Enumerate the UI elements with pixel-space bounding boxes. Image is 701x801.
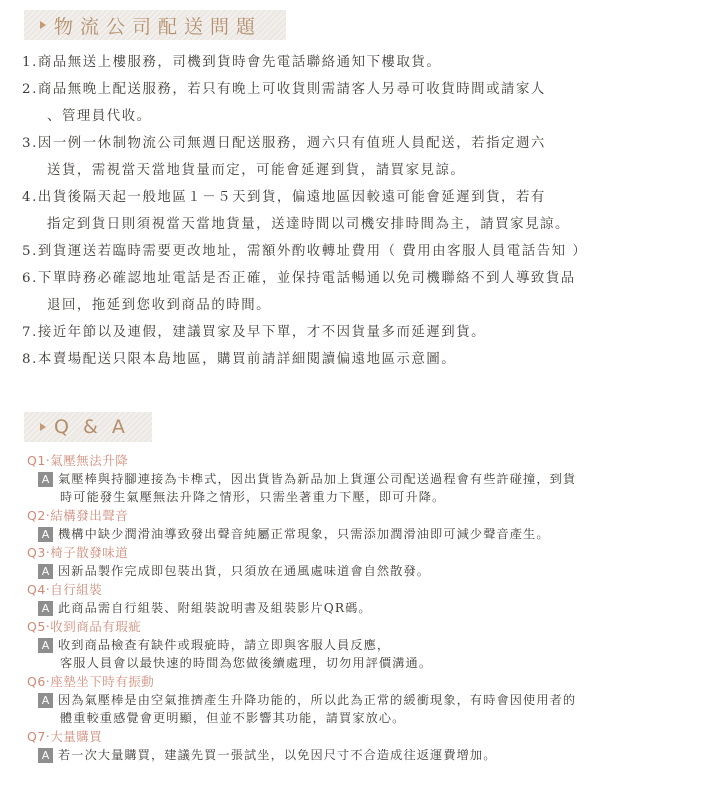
answer-badge-icon: A — [38, 527, 53, 542]
policy-item-line: 指定到貨日則須視當天當地貨量，送達時間以司機安排時間為主，請買家見諒。 — [47, 217, 570, 232]
qa-answer-text: 時可能發生氣壓無法升降之情形，只需坐著重力下壓，即可升降。 — [60, 490, 446, 504]
qa-answer-text: 收到商品檢查有缺件或瑕疵時，請立即與客服人員反應， — [58, 638, 391, 652]
qa-answer-line — [38, 709, 687, 727]
qa-answer-line — [38, 654, 687, 672]
qa-answer — [27, 691, 687, 727]
answer-badge-icon: A — [38, 472, 53, 487]
qa-answer-line — [38, 636, 687, 654]
qa-item — [27, 507, 687, 543]
qa-answer-text: 因新品製作完成即包裝出貨，只須放在通風處味道會自然散發。 — [58, 564, 431, 578]
qa-item — [27, 618, 687, 672]
answer-badge-icon: A — [38, 693, 53, 708]
policy-item-line: 、管理員代收。 — [47, 109, 152, 124]
delivery-policy-list — [22, 54, 682, 378]
qa-answer — [27, 636, 687, 672]
policy-item — [22, 270, 682, 314]
answer-badge-icon: A — [38, 564, 53, 579]
policy-item — [22, 81, 682, 125]
policy-item-line: 2.商品無晚上配送服務，若只有晚上可收貨則需請客人另尋可收貨時間或請家人 — [22, 82, 546, 97]
policy-item-line: 5.到貨運送若臨時需要更改地址，需額外酌收轉址費用（ 費用由客服人員電話告知 ） — [22, 244, 588, 259]
policy-item — [22, 135, 682, 179]
qa-question: Q5‧收到商品有瑕疵 — [27, 619, 142, 634]
qa-answer — [27, 525, 687, 543]
triangle-bullet-icon — [40, 21, 46, 29]
qa-list — [27, 452, 687, 765]
policy-item-line: 7.接近年節以及連假，建議買家及早下單，才不因貨量多而延遲到貨。 — [22, 325, 487, 340]
qa-question: Q2‧結構發出聲音 — [27, 508, 129, 523]
policy-item — [22, 54, 682, 71]
qa-item — [27, 728, 687, 764]
qa-answer-text: 機構中缺少潤滑油導致發出聲音純屬正常現象，只需添加潤滑油即可減少聲音產生。 — [58, 527, 550, 541]
policy-item-line: 6.下單時務必確認地址電話是否正確，並保持電話暢通以免司機聯絡不到人導致貨品 — [22, 271, 576, 286]
qa-answer-line — [38, 691, 687, 709]
policy-item-line: 1.商品無送上樓服務，司機到貨時會先電話聯絡通知下樓取貨。 — [22, 55, 442, 70]
triangle-bullet-icon — [40, 423, 46, 431]
delivery-section-banner — [24, 10, 286, 40]
qa-item — [27, 544, 687, 580]
qa-answer-line — [38, 599, 687, 617]
policy-item — [22, 243, 682, 260]
qa-question: Q3‧椅子散發味道 — [27, 545, 129, 560]
policy-item-line: 退回，拖延到您收到商品的時間。 — [47, 298, 272, 313]
qa-answer-text: 氣壓棒與持腳連接為卡榫式，因出貨皆為新品加上貨運公司配送過程會有些許碰撞，到貨 — [58, 472, 577, 486]
policy-item — [22, 324, 682, 341]
qa-answer-line — [38, 525, 687, 543]
qa-section-title: Q & A — [54, 416, 129, 438]
qa-item — [27, 673, 687, 727]
policy-item-line: 送貨，需視當天當地貨量而定，可能會延遲到貨，請買家見諒。 — [47, 163, 466, 178]
qa-answer-line — [38, 562, 687, 580]
answer-badge-icon: A — [38, 601, 53, 616]
qa-answer-text: 因為氣壓棒是由空氣推擠產生升降功能的，所以此為正常的緩衝現象，有時會因使用者的 — [58, 693, 577, 707]
qa-answer — [27, 470, 687, 506]
qa-question: Q7‧大量購買 — [27, 729, 103, 744]
qa-answer-text: 若一次大量購買，建議先買一張試坐，以免因尺寸不合造成往返運費增加。 — [58, 748, 497, 762]
policy-item-line: 4.出貨後隔天起一般地區１－５天到貨，偏遠地區因較遠可能會延遲到貨，若有 — [22, 190, 546, 205]
answer-badge-icon: A — [38, 748, 53, 763]
qa-answer — [27, 562, 687, 580]
delivery-section-title: 物流公司配送問題 — [54, 15, 263, 38]
answer-badge-icon: A — [38, 638, 53, 653]
qa-answer-line — [38, 488, 687, 506]
qa-section-banner — [24, 412, 152, 442]
qa-answer — [27, 599, 687, 617]
qa-answer-text: 客服人員會以最快速的時間為您做後續處理，切勿用評價溝通。 — [60, 656, 433, 670]
qa-answer — [27, 746, 687, 764]
qa-item — [27, 581, 687, 617]
qa-question: Q4‧自行組裝 — [27, 582, 103, 597]
qa-question: Q6‧座墊坐下時有振動 — [27, 674, 155, 689]
qa-item — [27, 452, 687, 506]
policy-item-line: 8.本賣場配送只限本島地區，購買前請詳細閱讀偏遠地區示意圖。 — [22, 352, 457, 367]
policy-item — [22, 351, 682, 368]
policy-item-line: 3.因一例一休制物流公司無週日配送服務，週六只有值班人員配送，若指定週六 — [22, 136, 546, 151]
qa-answer-line — [38, 746, 687, 764]
qa-question: Q1‧氣壓無法升降 — [27, 453, 129, 468]
qa-answer-text: 體重較重感覺會更明顯，但並不影響其功能，請買家放心。 — [60, 711, 406, 725]
qa-answer-line — [38, 470, 687, 488]
qa-answer-text: 此商品需自行組裝、附組裝說明書及組裝影片QR碼。 — [58, 601, 372, 615]
policy-item — [22, 189, 682, 233]
